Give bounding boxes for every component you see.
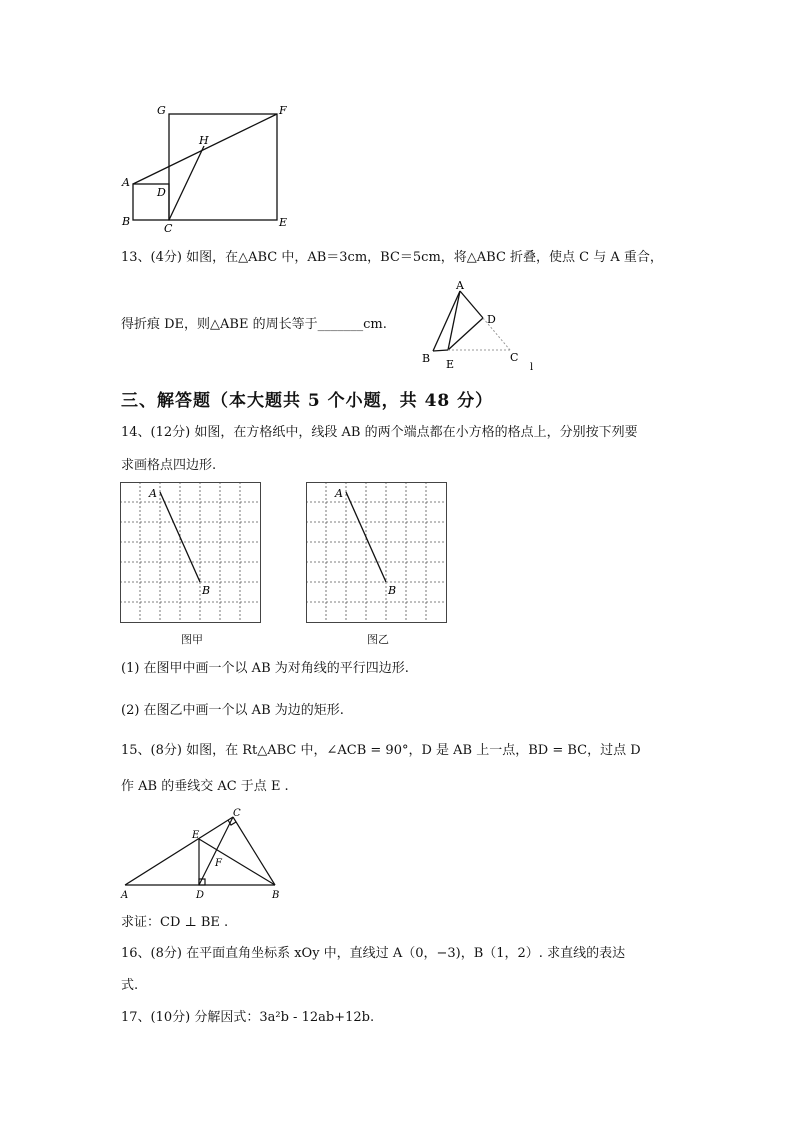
grid-yi-caption: 图乙 xyxy=(367,633,389,646)
side-BC xyxy=(233,817,275,885)
q15-prove: 求证：CD ⊥ BE . xyxy=(121,915,229,930)
label-H: H xyxy=(199,134,209,147)
line-AF xyxy=(133,114,277,184)
label-B: B xyxy=(422,352,431,365)
q13-unit: cm. xyxy=(363,317,387,332)
grid-jia-caption: 图甲 xyxy=(181,633,203,646)
label-B: B xyxy=(388,584,397,597)
triangle-fold-figure xyxy=(410,278,550,373)
grid-yi xyxy=(306,482,448,624)
side-AD xyxy=(460,291,483,318)
segment-AB xyxy=(346,492,386,582)
side-BE xyxy=(433,350,448,351)
side-AC xyxy=(125,817,233,885)
q16-line1: 16、(8分) 在平面直角坐标系 xOy 中，直线过 A（0，−3)，B（1，2）. 求直线的表达 xyxy=(121,946,626,961)
square-figure xyxy=(115,100,295,235)
q15-line1: 15、(8分) 如图，在 Rt△ABC 中，∠ACB = 90°，D 是 AB 上一点，BD = BC，过点 D xyxy=(121,743,641,758)
label-E: E xyxy=(192,830,200,841)
q15-line2: 作 AB 的垂线交 AC 于点 E . xyxy=(121,779,289,794)
grid-jia xyxy=(120,482,262,624)
q13-line2 xyxy=(121,316,387,334)
segment-AB xyxy=(160,492,200,582)
label-G: G xyxy=(157,104,166,117)
q16-line2: 式. xyxy=(121,978,139,993)
label-C: C xyxy=(233,808,241,819)
label-D: D xyxy=(487,313,496,326)
label-A: A xyxy=(122,176,130,189)
label-E: E xyxy=(446,358,455,371)
q13-answer-blank[interactable]: _______ xyxy=(317,317,364,332)
label-A: A xyxy=(149,487,157,500)
q13-line2-text: 得折痕 DE，则△ABE 的周长等于 xyxy=(121,317,318,332)
label-B: B xyxy=(272,890,280,900)
label-F: F xyxy=(279,104,287,117)
label-extra: l xyxy=(530,362,534,373)
label-A: A xyxy=(121,890,129,900)
label-C: C xyxy=(510,351,519,364)
label-A: A xyxy=(335,487,343,500)
label-B: B xyxy=(202,584,211,597)
label-E: E xyxy=(279,216,288,229)
q17-text: 17、(10分) 分解因式：3a²b - 12ab+12b. xyxy=(121,1010,375,1025)
section-3-heading: 三、解答题（本大题共 5 个小题，共 48 分） xyxy=(121,391,494,411)
label-F: F xyxy=(215,858,222,869)
label-D: D xyxy=(196,890,205,900)
q14-line2: 求画格点四边形. xyxy=(121,458,217,473)
label-A: A xyxy=(456,279,464,292)
big-square-GFEC xyxy=(169,114,277,220)
q14-line1: 14、(12分) 如图，在方格纸中，线段 AB 的两个端点都在小方格的格点上，分别按下列要 xyxy=(121,425,638,440)
q14-part2: (2) 在图乙中画一个以 AB 为边的矩形. xyxy=(121,703,344,718)
line-CH xyxy=(169,146,204,220)
label-C: C xyxy=(164,222,173,235)
q13-line1: 13、(4分) 如图，在△ABC 中，AB＝3cm，BC＝5cm，将△ABC 折叠，使点 C 与 A 重合， xyxy=(121,250,663,265)
label-B: B xyxy=(122,215,131,228)
right-triangle-figure xyxy=(118,806,288,900)
q14-part1: (1) 在图甲中画一个以 AB 为对角线的平行四边形. xyxy=(121,661,409,676)
label-D: D xyxy=(157,186,166,199)
